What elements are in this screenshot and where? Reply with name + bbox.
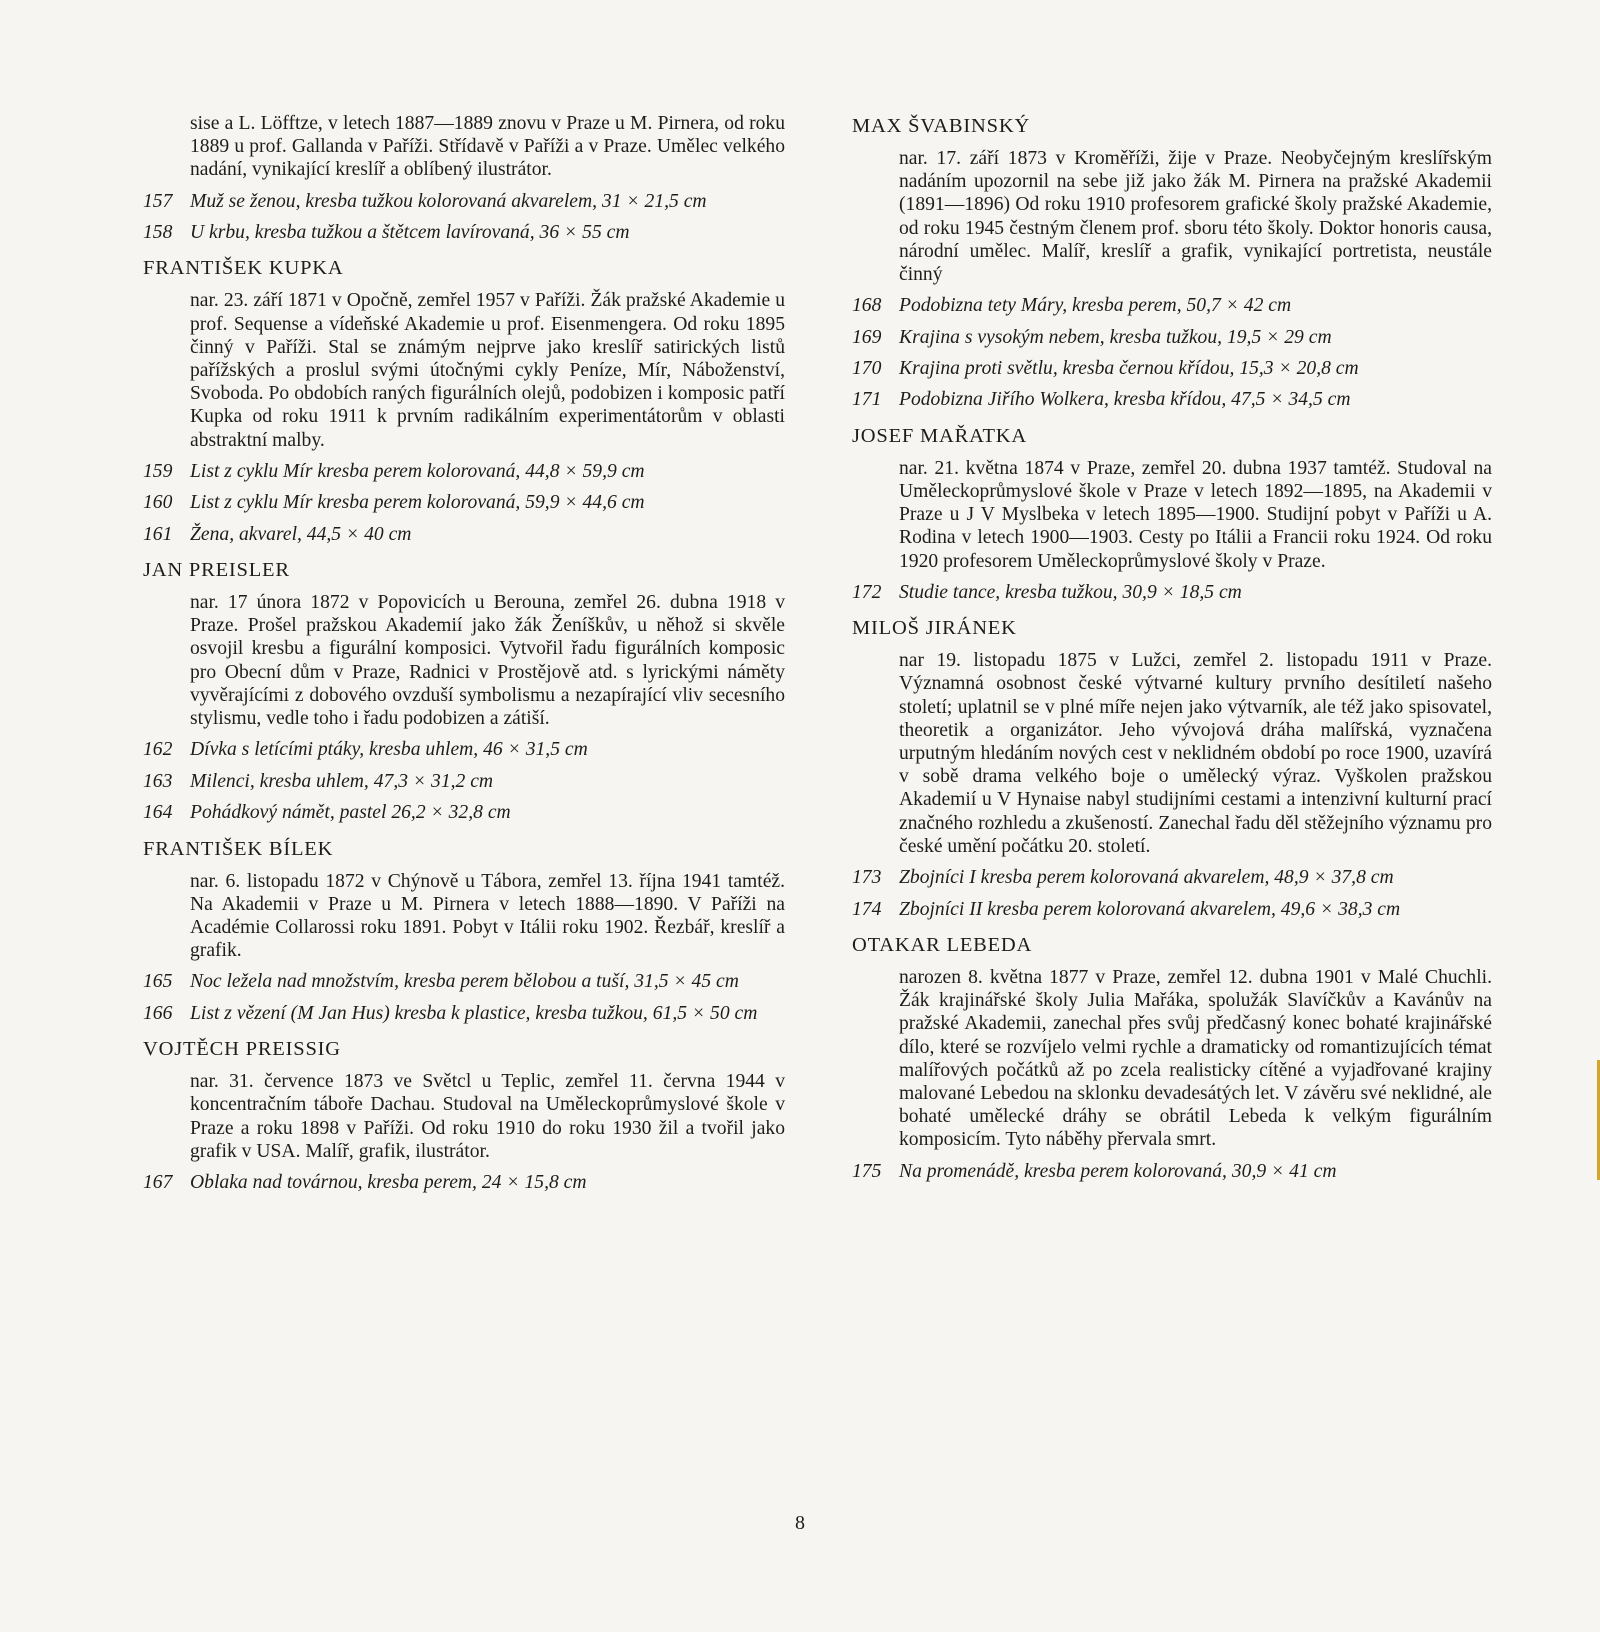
item-number: 160 [143, 492, 173, 514]
item-number: 173 [852, 867, 882, 889]
item-number: 162 [143, 739, 173, 761]
artist-bio: nar. 17. září 1873 v Kroměříži, žije v Praze. Neobyčejným kreslířským nadáním upozornil na sebe již jako žák M. Pirnera na pražské Akademii (1891—1896) Od roku 1910 profesorem grafické školy pražské Akademie, od roku 1945 čestným členem prof. sboru této školy. Doktor honoris causa, národní umělec. Malíř, kreslíř a grafik, vynikající portretista, neustále činný [899, 148, 1492, 286]
catalog-item [143, 970, 785, 993]
item-text: Podobizna tety Máry, kresba perem, 50,7 × 42 cm [899, 295, 1292, 317]
artist-heading: JOSEF MAŘATKA [852, 424, 1028, 447]
artist-bio: nar. 23. září 1871 v Opočně, zemřel 1957 v Paříži. Žák pražské Akademie u prof. Sequense a vídeňské Akademie u prof. Eisenmengera. Od roku 1895 činný v Paříži. Stal se známým nejprve jako kreslíř satirických listů pařížských a proslul svými útočnými cykly Peníze, Mír, Náboženství, Svoboda. Po obdobích raných figurálních olejů, podobizen i komposic patří Kupka od roku 1911 k prvním radikálním experimentátorům v oblasti abstraktní malby. [190, 290, 785, 451]
artist-bio: nar. 6. listopadu 1872 v Chýnově u Tábora, zemřel 13. října 1941 tamtéž. Na Akademii v Praze u M. Pirnera v letech 1888—1890. V Paříži na Académie Collarossi roku 1891. Pobyt v Itálii roku 1902. Řezbář, kreslíř a grafik. [190, 870, 785, 962]
artist-heading: MAX ŠVABINSKÝ [852, 115, 1031, 137]
item-number: 172 [852, 581, 882, 603]
item-number: 169 [852, 326, 882, 348]
item-number: 171 [852, 389, 882, 411]
item-text: Podobizna Jiřího Wolkera, kresba křídou, 47,5 × 34,5 cm [899, 389, 1351, 411]
item-number: 158 [143, 222, 173, 244]
catalog-item [852, 357, 1492, 380]
item-text: Studie tance, kresba tužkou, 30,9 × 18,5 cm [899, 581, 1242, 603]
item-number: 170 [852, 358, 882, 380]
item-text: List z cyklu Mír kresba perem kolorovaná, 44,8 × 59,9 cm [190, 460, 645, 482]
item-number: 163 [143, 770, 173, 792]
item-text: Milenci, kresba uhlem, 47,3 × 31,2 cm [190, 770, 494, 792]
artist-bio: nar 19. listopadu 1875 v Lužci, zemřel 2. listopadu 1911 v Praze. Významná osobnost české výtvarné kultury prvního desítiletí našeho století; uplatnil se v plné míře nejen jako výtvarník, ale též jako spisovatel, theoretik a organizátor. Jeho vývojová dráha malířská, vyznačena urputným hledáním nových cest v neklidném období po roce 1900, uzavírá v sobě drama velkého boje o umělecký výraz. Vyškolen pražskou Akademií u V Hynaise nabyl studijními cestami a intenzivní kulturní prací značného rozhledu a zkušeností. Zanechal řadu děl stěžejního významu pro české umění počátku 20. století. [899, 650, 1492, 857]
catalog-item [143, 801, 785, 824]
right-column [852, 108, 1492, 1191]
item-text: Noc ležela nad množstvím, kresba perem bělobou a tuší, 31,5 × 45 cm [190, 971, 739, 993]
item-text: Pohádkový námět, pastel 26,2 × 32,8 cm [190, 802, 511, 824]
artist-heading: VOJTĚCH PREISSIG [143, 1038, 341, 1061]
catalog-item [143, 770, 785, 793]
item-text: Krajina proti světlu, kresba černou křídou, 15,3 × 20,8 cm [899, 358, 1359, 380]
catalog-item [143, 1171, 785, 1194]
intro-bio: sise a L. Löfftze, v letech 1887—1889 znovu v Praze u M. Pirnera, od roku 1889 u prof. Gallanda v Paříži. Střídavě v Paříži a v Praze. Umělec velkého nadání, vynikající kreslíř a oblíbený ilustrátor. [190, 113, 785, 181]
item-number: 175 [852, 1160, 882, 1182]
artist-heading: FRANTIŠEK BÍLEK [143, 837, 334, 860]
catalog-item [143, 1002, 785, 1025]
catalog-item [143, 491, 785, 514]
item-number: 174 [852, 898, 882, 920]
catalog-item [852, 326, 1492, 349]
item-text: Muž se ženou, kresba tužkou kolorovaná akvarelem, 31 × 21,5 cm [190, 190, 707, 212]
item-number: 165 [143, 971, 173, 993]
item-text: Žena, akvarel, 44,5 × 40 cm [190, 523, 412, 545]
catalog-item [143, 190, 785, 213]
item-text: List z vězení (M Jan Hus) kresba k plastice, kresba tužkou, 61,5 × 50 cm [190, 1002, 758, 1024]
item-number: 164 [143, 802, 173, 824]
artist-bio: nar. 31. července 1873 ve Světcl u Teplic, zemřel 11. června 1944 v koncentračním táboře Dachau. Studoval na Uměleckoprůmyslové škole v Praze a roku 1898 v Paříži. Od roku 1910 do roku 1930 žil a tvořil jako grafik v USA. Malíř, grafik, ilustrátor. [190, 1071, 785, 1162]
catalog-item [143, 738, 785, 761]
artist-heading: JAN PREISLER [143, 559, 290, 582]
catalog-item [852, 581, 1492, 604]
item-text: Oblaka nad továrnou, kresba perem, 24 × 15,8 cm [190, 1171, 587, 1193]
item-number: 166 [143, 1002, 173, 1024]
left-column [143, 108, 785, 1202]
item-number: 159 [143, 460, 173, 482]
artist-heading: MILOŠ JIRÁNEK [852, 617, 1017, 640]
item-number: 157 [143, 190, 173, 212]
item-text: Zbojníci I kresba perem kolorovaná akvarelem, 48,9 × 37,8 cm [899, 867, 1394, 889]
artist-bio: nar. 21. května 1874 v Praze, zemřel 20. dubna 1937 tamtéž. Studoval na Uměleckoprůmyslové škole v Praze v letech 1892—1895, na Akademii v Praze u J V Myslbeka v letech 1895—1900. Studijní pobyt v Paříži u A. Rodina v letech 1900—1903. Cesty po Itálii a Francii roku 1924. Od roku 1920 profesorem Uměleckoprůmyslové školy v Praze. [899, 457, 1492, 572]
item-number: 161 [143, 523, 173, 545]
page-number: 8 [795, 1512, 805, 1534]
item-text: List z cyklu Mír kresba perem kolorovaná, 59,9 × 44,6 cm [190, 492, 645, 514]
catalog-item [852, 898, 1492, 921]
item-number: 168 [852, 295, 882, 317]
catalog-item [852, 294, 1492, 317]
item-number: 167 [143, 1171, 173, 1193]
item-text: Zbojníci II kresba perem kolorovaná akvarelem, 49,6 × 38,3 cm [899, 898, 1401, 920]
item-text: Na promenádě, kresba perem kolorovaná, 30,9 × 41 cm [899, 1160, 1337, 1182]
item-text: Dívka s letícími ptáky, kresba uhlem, 46 × 31,5 cm [190, 739, 588, 761]
catalog-item [852, 866, 1492, 889]
catalog-item [852, 1160, 1492, 1183]
artist-heading: OTAKAR LEBEDA [852, 933, 1033, 956]
artist-bio: nar. 17 února 1872 v Popovicích u Berouna, zemřel 26. dubna 1918 v Praze. Prošel pražskou Akademií jako žák Ženíškův, u něhož si skvěle osvojil kresbu a figurální komposici. Vytvořil řadu figurálních komposic pro Obecní dům v Praze, Radnici v Prostějově atd. s lyrickými náměty vyvěrajícími z dobového ovzduší symbolismu a nezapírající vliv secesního stylismu, vedle toho i řadu podobizen a zátiší. [190, 592, 785, 730]
artist-bio: narozen 8. května 1877 v Praze, zemřel 12. dubna 1901 v Malé Chuchli. Žák krajinářské školy Julia Mařáka, spolužák Slavíčkův a Kavánův na pražské Akademii, zanechal přes svůj předčasný konec bohaté krajinářské dílo, které se rozvíjelo velmi rychle a dramaticky od romantizujících témat malířových počátků až po zcela realisticky cítěné a vyjadřované krajiny malované Lebedou na sklonku devadesátých let. V závěru své neklidné, ale bohaté umělecké dráhy se obrátil Lebeda k velkým figurálním komposicím. Tyto náběhy přervala smrt. [899, 966, 1492, 1151]
catalog-item [143, 460, 785, 483]
catalog-item [852, 388, 1492, 411]
item-text: Krajina s vysokým nebem, kresba tužkou, 19,5 × 29 cm [899, 326, 1332, 348]
catalog-item [143, 221, 785, 244]
artist-heading: FRANTIŠEK KUPKA [143, 257, 344, 280]
item-text: U krbu, kresba tužkou a štětcem lavírovaná, 36 × 55 cm [190, 222, 630, 244]
catalog-item [143, 523, 785, 546]
